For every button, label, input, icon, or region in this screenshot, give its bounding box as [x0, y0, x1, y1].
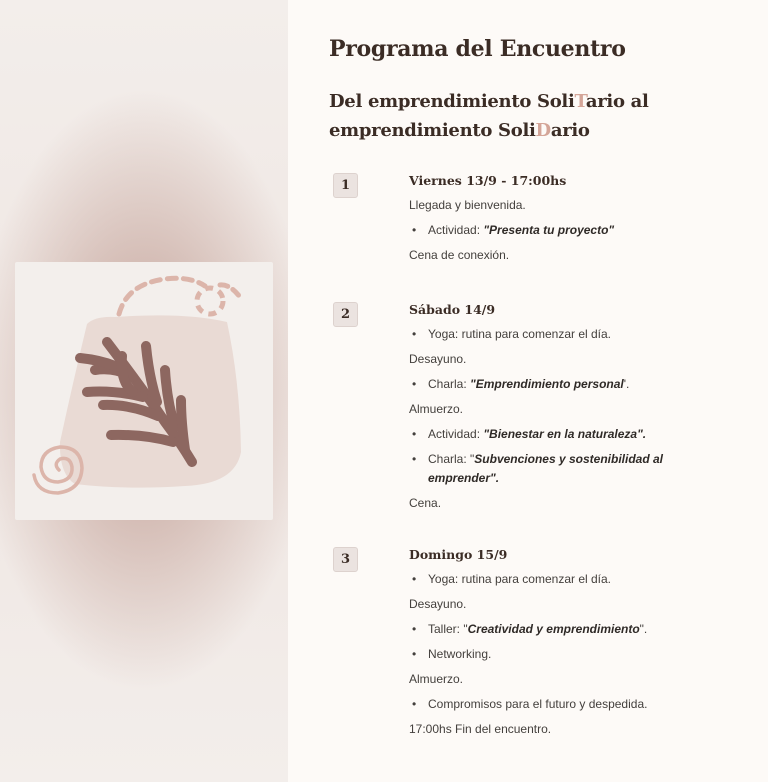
item-text-end: '.: [623, 377, 630, 391]
item-text: Charla: ": [428, 452, 475, 466]
subtitle-text: ario: [550, 120, 590, 141]
schedule-text: [409, 246, 679, 265]
bullet-icon: •: [412, 223, 417, 237]
bullet-icon: •: [412, 427, 417, 441]
item-emphasis: Creatividad y emprendimiento: [467, 622, 640, 636]
list-item: [409, 425, 679, 444]
item-text: Actividad:: [428, 223, 484, 237]
bullet-icon: •: [412, 647, 417, 661]
schedule-text: [409, 595, 679, 614]
item-text: Desayuno.: [409, 352, 467, 366]
schedule-text: [409, 494, 679, 513]
illustration-card: [15, 262, 273, 520]
schedule-text: [409, 670, 679, 689]
list-item: [409, 375, 679, 394]
schedule-text: [409, 720, 679, 739]
item-text: Cena.: [409, 496, 442, 510]
list-item: [409, 221, 679, 240]
item-text: 17:00hs Fin del encuentro.: [409, 722, 552, 736]
item-emphasis: "Presenta tu proyecto": [483, 223, 615, 237]
subtitle-highlight: D: [535, 120, 551, 141]
item-text-end: ".: [639, 622, 648, 636]
item-text: Taller: ": [428, 622, 468, 636]
schedule-text: [409, 350, 679, 369]
bullet-icon: •: [412, 327, 417, 341]
coral-bag-illustration: [15, 262, 273, 520]
list-item: [409, 325, 679, 344]
item-text: Almuerzo.: [409, 402, 464, 416]
item-text: Cena de conexión.: [409, 248, 510, 262]
subtitle-text: ario al: [585, 91, 649, 112]
subtitle-text: emprendimiento Soli: [329, 120, 536, 141]
item-text: Almuerzo.: [409, 672, 464, 686]
list-item: [409, 570, 679, 589]
item-text: Yoga: rutina para comenzar el día.: [428, 572, 612, 586]
list-item: [409, 450, 679, 488]
item-emphasis: "Emprendimiento personal: [470, 377, 624, 391]
page-title: Programa del Encuentro: [329, 36, 626, 62]
day-heading: Viernes 13/9 - 17:00hs: [409, 173, 567, 188]
day-content: [409, 545, 679, 745]
schedule-text: [409, 196, 679, 215]
step-number-badge: 3: [333, 547, 358, 572]
day-content: [409, 300, 679, 519]
item-text: Networking.: [428, 647, 492, 661]
day-heading: Sábado 14/9: [409, 302, 496, 317]
item-emphasis: Subvenciones y sostenibilidad al emprender".: [428, 452, 663, 485]
step-number-badge: 2: [333, 302, 358, 327]
day-content: [409, 171, 679, 271]
schedule-text: [409, 400, 679, 419]
left-image-panel: [0, 0, 288, 782]
item-emphasis: "Bienestar en la naturaleza".: [483, 427, 647, 441]
item-text: Charla:: [428, 377, 471, 391]
bullet-icon: •: [412, 572, 417, 586]
bullet-icon: •: [412, 377, 417, 391]
step-number-badge: 1: [333, 173, 358, 198]
page-subtitle: [329, 87, 749, 145]
item-text: Yoga: rutina para comenzar el día.: [428, 327, 612, 341]
item-text: Llegada y bienvenida.: [409, 198, 526, 212]
list-item: [409, 645, 679, 664]
subtitle-text: Del emprendimiento Soli: [329, 91, 575, 112]
list-item: [409, 695, 679, 714]
item-text: Actividad:: [428, 427, 484, 441]
subtitle-highlight: T: [574, 91, 586, 112]
bullet-icon: •: [412, 697, 417, 711]
day-heading: Domingo 15/9: [409, 547, 508, 562]
item-text: Compromisos para el futuro y despedida.: [428, 697, 648, 711]
bullet-icon: •: [412, 622, 417, 636]
item-text: Desayuno.: [409, 597, 467, 611]
bullet-icon: •: [412, 452, 417, 466]
list-item: [409, 620, 679, 639]
